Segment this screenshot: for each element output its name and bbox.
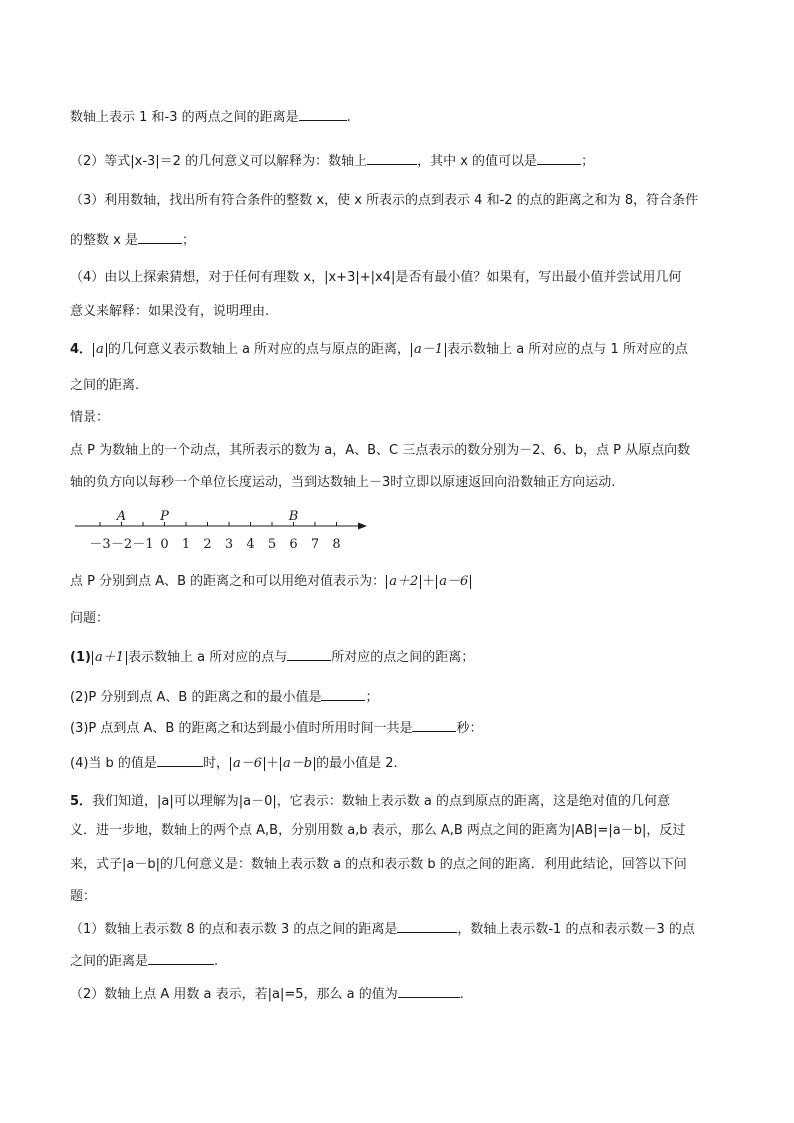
line-text: (4)当 b 的值是 [70, 756, 157, 771]
tick-label: －3 [89, 537, 111, 552]
point-label-b: B [288, 509, 299, 524]
text-line [70, 442, 690, 460]
answer-blank[interactable] [287, 647, 331, 661]
text-line [70, 718, 482, 738]
line-end: . [214, 954, 219, 969]
text-line [70, 919, 695, 939]
answer-blank[interactable] [299, 107, 347, 121]
text-line [70, 951, 218, 971]
line-text: 我们知道，|a|可以理解为|a－0|，它表示：数轴上表示数 a 的点到原点的距离，这是绝对值的几何意 [92, 794, 671, 809]
abs-expression: a [93, 343, 107, 357]
line-text: 数轴上表示 1 和-3 的两点之间的距离是 [70, 110, 299, 125]
line-text: 点 P 为数轴上的一个动点，其所表示的数为 a，A、B、C 三点表示的数分别为－2、6、b，点 P 从原点向数 [70, 443, 691, 458]
tick-label: 3 [224, 537, 234, 552]
answer-blank[interactable] [412, 718, 456, 732]
answer-blank[interactable] [397, 919, 457, 933]
section-label: 情景： [70, 410, 110, 425]
answer-blank[interactable] [138, 230, 182, 244]
text-line [70, 377, 139, 395]
line-text: 意义来解释：如果没有，说明理由. [70, 304, 270, 319]
text-line [70, 984, 464, 1004]
abs-expression: a－6 [230, 757, 265, 771]
text-line [70, 303, 269, 321]
answer-blank[interactable] [157, 753, 203, 767]
text-line [70, 822, 685, 840]
tick-label: 0 [160, 537, 169, 552]
point-label-p: P [160, 509, 169, 524]
abs-expression: a＋2 [386, 575, 421, 589]
question-4-line [70, 341, 688, 359]
tick-label: 5 [267, 537, 277, 552]
line-text: 来，式子|a－b|的几何意义是：数轴上表示数 a 的点和表示数 b 的点之间的距离．利用此结论，回答以下问 [70, 857, 687, 872]
line-text: 的几何意义表示数轴上 a 所对应的点与原点的距离， [107, 342, 411, 357]
line-text: ，数轴上表示数-1 的点和表示数－3 的点 [457, 922, 695, 937]
line-text: 表示数轴上 a 所对应的点与 1 所对应的点 [447, 342, 688, 357]
line-end: . [346, 110, 351, 125]
line-text: （2）数轴上点 A 用数 a 表示，若|a|=5，那么 a 的值为 [70, 987, 398, 1002]
abs-expression: a－b [280, 757, 315, 771]
line-text: ，其中 x 的值可以是 [417, 154, 538, 169]
text-line [70, 269, 681, 287]
line-text: 表示数轴上 a 所对应的点与 [127, 650, 288, 665]
abs-expression: a＋1 [92, 651, 127, 665]
tick-label: 8 [332, 537, 341, 552]
line-end: 秒： [456, 721, 483, 736]
point-label-a: A [116, 509, 127, 524]
text-line [70, 573, 472, 591]
text-line [70, 687, 378, 707]
line-text: 时， [202, 756, 229, 771]
tick-label: 2 [203, 537, 212, 552]
line-text: （1）数轴上表示数 8 的点和表示数 3 的点之间的距离是 [70, 922, 398, 937]
line-text: 的整数 x 是 [70, 233, 138, 248]
tick-label: 7 [310, 537, 320, 552]
line-text: 之间的距离. [70, 378, 140, 393]
abs-expression: a－6 [436, 575, 471, 589]
line-text: 题： [70, 889, 97, 904]
line-text: （2）等式|x-3|＝2 的几何意义可以解释为：数轴上 [70, 154, 368, 169]
plus-sign: ＋ [422, 574, 436, 589]
text-line [70, 230, 195, 250]
text-line [70, 151, 594, 171]
abs-expression: a－1 [411, 343, 446, 357]
text-line [70, 107, 351, 127]
answer-blank[interactable] [398, 984, 460, 998]
sub-number: (1) [70, 650, 91, 665]
line-text: (3)P 点到点 A、B 的距离之和达到最小值时所用时间一共是 [70, 721, 413, 736]
tick-label: －2 [110, 537, 133, 552]
line-text: 义．进一步地，数轴上的两个点 A,B，分别用数 a,b 表示，那么 A,B 两点之间的距离为|AB|=|a－b|，反过 [70, 823, 686, 838]
text-line [70, 409, 109, 427]
line-text: （4）由以上探索猜想，对于任何有理数 x，|x+3|+|x4|是否有最小值？如果有，写出最小值并尝试用几何 [70, 270, 682, 285]
text-line [70, 192, 698, 210]
tick-label: 1 [181, 537, 191, 552]
line-text: (2)P 分别到点 A、B 的距离之和的最小值是 [70, 690, 322, 705]
tick-label: －1 [132, 537, 154, 552]
question-number: 5． [70, 794, 93, 809]
text-line [70, 647, 474, 667]
tick-label: 6 [289, 537, 298, 552]
line-text: 的最小值是 2. [316, 756, 398, 771]
tick-label: 4 [246, 537, 255, 552]
line-text: 之间的距离是 [70, 954, 149, 969]
line-end: ； [365, 690, 379, 705]
line-end: ； [581, 154, 595, 169]
line-text: （3）利用数轴，找出所有符合条件的整数 x，使 x 所表示的点到表示 4 和-2 的点的距离之和为 8，符合条件 [70, 193, 699, 208]
line-text: 点 P 分别到点 A、B 的距离之和可以用绝对值表示为： [70, 574, 386, 589]
line-end: . [459, 987, 464, 1002]
answer-blank[interactable] [148, 951, 214, 965]
axis-arrow [358, 523, 367, 530]
question-5-line [70, 793, 670, 811]
question-number: 4． [70, 342, 93, 357]
text-line [70, 610, 109, 628]
answer-blank[interactable] [367, 151, 417, 165]
line-text: 所对应的点之间的距离； [331, 650, 475, 665]
section-label: 问题： [70, 611, 110, 626]
number-line-figure [70, 505, 390, 555]
text-line [70, 753, 398, 773]
text-line [70, 888, 96, 906]
line-text: 轴的负方向以每秒一个单位长度运动，当到达数轴上－3时立即以原速返回向沿数轴正方向运动. [70, 475, 616, 490]
answer-blank[interactable] [537, 151, 581, 165]
text-line [70, 474, 615, 492]
answer-blank[interactable] [321, 687, 365, 701]
line-end: ； [181, 233, 195, 248]
text-line [70, 856, 687, 874]
plus-sign: ＋ [265, 756, 279, 771]
